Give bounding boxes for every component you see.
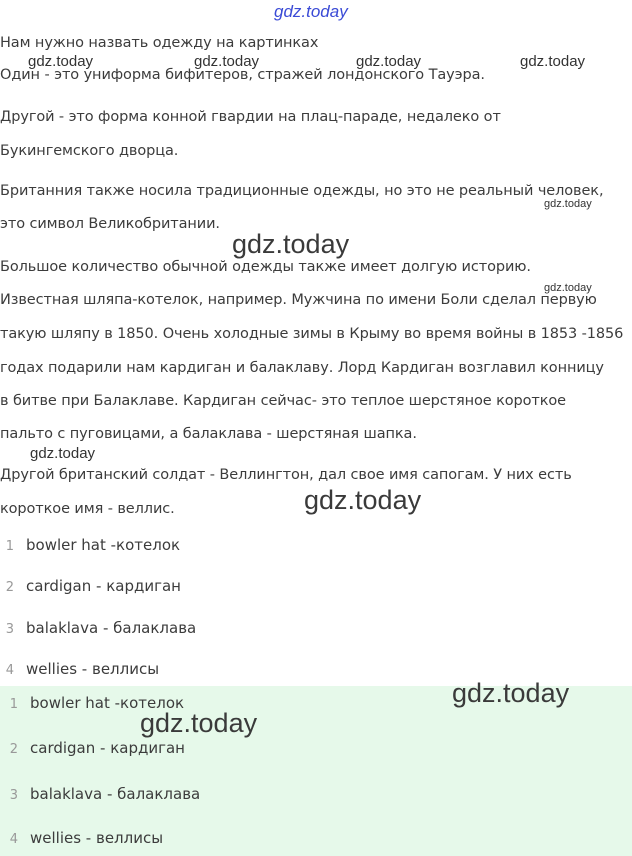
text-line-2: Один - это униформа бифитеров, стражей лондонского Тауэра. — [0, 67, 485, 83]
list-item-number: 3 — [5, 622, 14, 637]
answer-item-text: wellies - веллисы — [30, 829, 164, 847]
watermark: gdz.today — [232, 229, 350, 259]
watermark: gdz.today — [452, 678, 570, 708]
text-line-11: в битве при Балаклаве. Кардиган сейчас- это теплое шерстяное короткое — [0, 393, 566, 409]
watermark: gdz.today — [304, 485, 422, 515]
list-item-text: balaklava - балаклава — [26, 619, 197, 637]
answer-item-number: 3 — [9, 788, 18, 803]
watermark: gdz.today — [544, 198, 592, 210]
text-line-14: короткое имя - веллис. — [0, 501, 175, 517]
text-line-8: Известная шляпа-котелок, например. Мужчина по имени Боли сделал первую — [0, 292, 597, 308]
list-item-text: cardigan - кардиган — [26, 577, 181, 595]
answer-item-text: cardigan - кардиган — [30, 739, 185, 757]
text-line-12: пальто с пуговицами, а балаклава - шерстяная шапка. — [0, 426, 417, 442]
watermark: gdz.today — [274, 2, 348, 21]
text-line-10: годах подарили нам кардиган и балаклаву. Лорд Кардиган возглавил конницу — [0, 360, 604, 376]
answer-item — [4, 785, 200, 809]
list-item-number: 4 — [5, 663, 14, 678]
text-line-4: Букингемского дворца. — [0, 143, 179, 159]
text-line-13: Другой британский солдат - Веллингтон, дал свое имя сапогам. У них есть — [0, 467, 572, 483]
watermark: gdz.today — [194, 53, 260, 70]
list-item — [0, 536, 180, 560]
text-line-5: Британния также носила традиционные одежды, но это не реальный человек, — [0, 183, 604, 199]
answer-item-text: bowler hat -котелок — [30, 694, 185, 712]
watermark: gdz.today — [28, 53, 94, 70]
watermark: gdz.today — [520, 53, 586, 70]
list-item-text: bowler hat -котелок — [26, 536, 181, 554]
list-item-number: 2 — [5, 580, 14, 595]
list-item — [0, 577, 181, 601]
answer-item-number: 2 — [9, 742, 18, 757]
text-line-9: такую шляпу в 1850. Очень холодные зимы в Крыму во время войны в 1853 -1856 — [0, 326, 624, 342]
text-line-1: Нам нужно назвать одежду на картинках — [0, 35, 319, 51]
answer-item-text: balaklava - балаклава — [30, 785, 201, 803]
text-line-6: это символ Великобритании. — [0, 216, 220, 232]
answer-item — [4, 739, 185, 763]
list-item — [0, 619, 196, 643]
list-item-text: wellies - веллисы — [26, 660, 160, 678]
list-item-number: 1 — [5, 539, 14, 554]
watermark: gdz.today — [140, 708, 258, 738]
answer-item-number: 4 — [9, 832, 18, 847]
watermark: gdz.today — [544, 282, 592, 294]
text-line-7: Большое количество обычной одежды также имеет долгую историю. — [0, 259, 531, 275]
list-item — [0, 660, 159, 684]
answer-item — [4, 829, 163, 853]
text-line-3: Другой - это форма конной гвардии на плац-параде, недалеко от — [0, 109, 501, 125]
watermark: gdz.today — [356, 53, 422, 70]
watermark: gdz.today — [30, 445, 96, 462]
answer-item-number: 1 — [9, 697, 18, 712]
